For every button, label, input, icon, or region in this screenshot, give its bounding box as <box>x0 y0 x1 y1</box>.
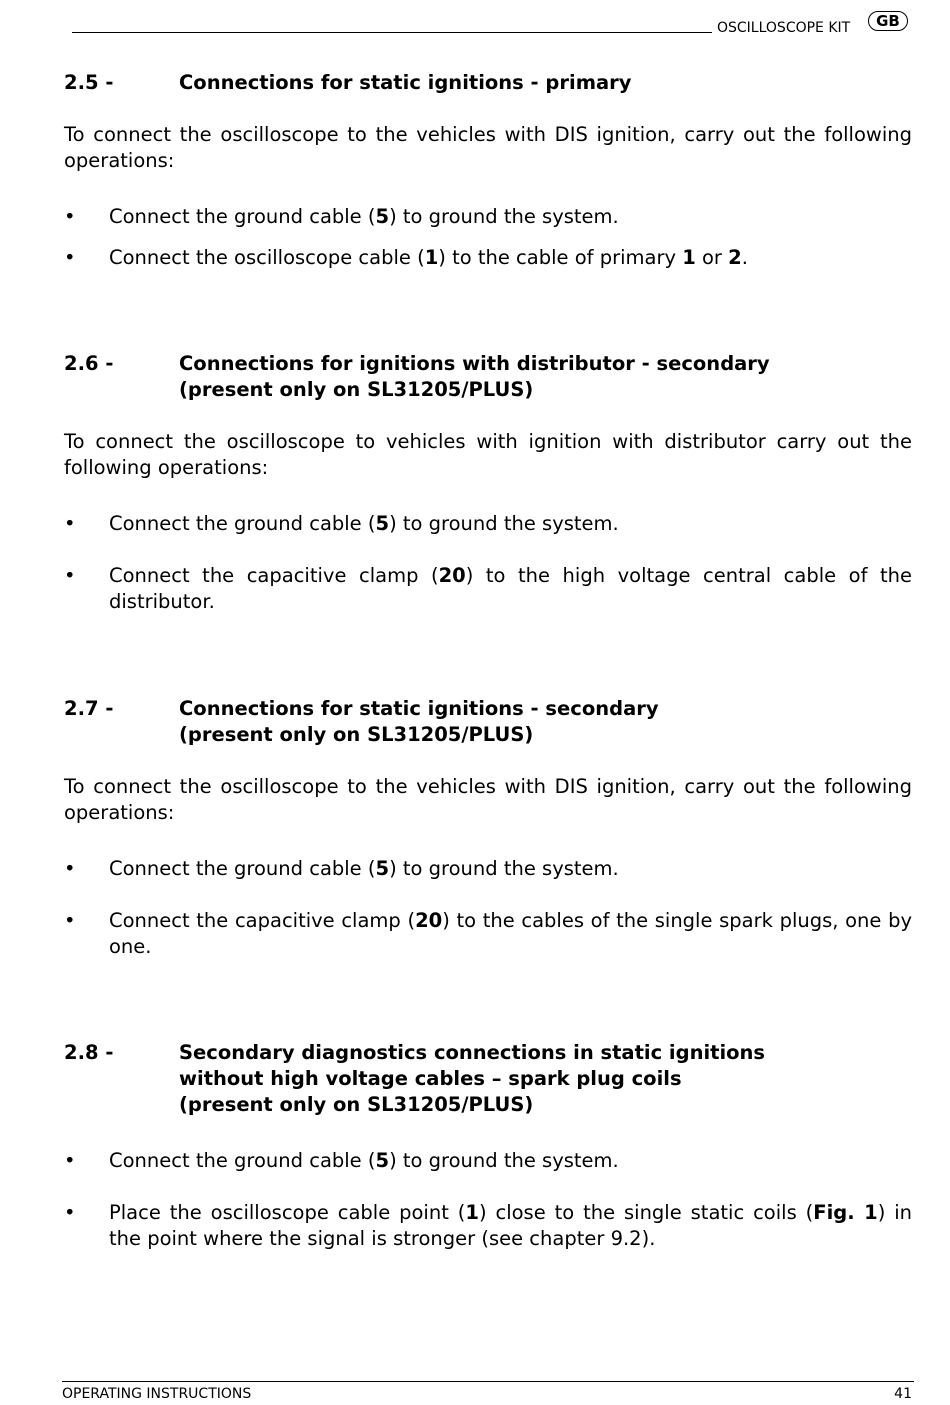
footer-title: OPERATING INSTRUCTIONS <box>62 1386 252 1402</box>
bullet-text: Connect the capacitive clamp ( <box>109 564 439 587</box>
bullet-text: Connect the capacitive clamp ( <box>109 909 416 932</box>
section-intro: To connect the oscilloscope to the vehicles with DIS ignition, carry out the following operations: <box>64 775 912 824</box>
bullet-text: ) to the high voltage central cable of the distributor. <box>109 564 913 613</box>
section-2-6 <box>64 351 912 615</box>
bullet-item <box>64 1148 912 1174</box>
section-2-7 <box>64 696 912 960</box>
section-2-8 <box>64 1040 912 1252</box>
bullet-text: ) to ground the system. <box>389 512 619 535</box>
section-title-line: without high voltage cables – spark plug coils <box>179 1067 682 1090</box>
section-title <box>179 696 912 748</box>
section-2-5 <box>64 70 912 271</box>
section-title <box>179 1040 912 1118</box>
section-title-line: (present only on SL31205/PLUS) <box>179 723 534 746</box>
bullet-text: Connect the oscilloscope cable ( <box>109 246 425 269</box>
section-heading <box>64 1040 912 1118</box>
bullet-icon <box>64 511 74 537</box>
bullet-text: or <box>695 246 729 269</box>
page-header <box>72 8 910 38</box>
bold-reference: 5 <box>375 857 390 880</box>
bullet-text: ) to ground the system. <box>389 1149 619 1172</box>
section-title-line: Connections for ignitions with distributor - secondary <box>179 352 770 375</box>
bullet-text: Connect the ground cable ( <box>109 512 376 535</box>
section-heading <box>64 696 912 748</box>
bold-reference: 20 <box>438 564 466 587</box>
section-number: 2.6 - <box>64 352 114 375</box>
bullet-text: ) to the cables of the single spark plugs, one by one. <box>109 909 912 958</box>
header-title: OSCILLOSCOPE KIT <box>717 20 851 36</box>
bullet-icon <box>64 908 74 934</box>
bullet-item <box>64 908 912 960</box>
bullet-text: Connect the ground cable ( <box>109 1149 376 1172</box>
section-title-line: Connections for static ignitions - primary <box>179 71 632 94</box>
bullet-text: Connect the ground cable ( <box>109 857 376 880</box>
bullet-item <box>64 856 912 882</box>
bullet-text: ) to ground the system. <box>389 857 619 880</box>
bullet-text: Place the oscilloscope cable point ( <box>109 1201 466 1224</box>
bullet-icon <box>64 1148 74 1174</box>
bullet-item <box>64 204 912 230</box>
section-title-line: (present only on SL31205/PLUS) <box>179 1093 534 1116</box>
bullet-item <box>64 511 912 537</box>
section-heading <box>64 70 912 96</box>
header-rule <box>72 32 712 33</box>
section-title-line: Connections for static ignitions - secondary <box>179 697 659 720</box>
section-number: 2.5 - <box>64 71 114 94</box>
section-intro: To connect the oscilloscope to vehicles with ignition with distributor carry out the following operations: <box>64 430 912 479</box>
bullet-text: ) to the cable of primary <box>438 246 683 269</box>
page-footer <box>62 1381 914 1402</box>
bullet-text: . <box>741 246 748 269</box>
bold-reference: 20 <box>415 909 443 932</box>
section-number: 2.7 - <box>64 697 114 720</box>
bullet-item <box>64 1200 912 1252</box>
bold-reference: 5 <box>375 1149 390 1172</box>
bold-reference: 1 <box>682 246 696 269</box>
bullet-icon <box>64 563 74 589</box>
bullet-icon <box>64 245 74 271</box>
section-number: 2.8 - <box>64 1041 114 1064</box>
bullet-text: ) in the point where the signal is stronger (see chapter 9.2). <box>109 1201 912 1250</box>
bold-reference: Fig. 1 <box>813 1201 878 1224</box>
bullet-icon <box>64 1200 74 1226</box>
bold-reference: 5 <box>375 512 390 535</box>
bold-reference: 1 <box>424 246 439 269</box>
bullet-icon <box>64 856 74 882</box>
page-number: 41 <box>894 1386 912 1402</box>
bullet-text: ) close to the single static coils ( <box>478 1201 814 1224</box>
bullet-item <box>64 563 912 615</box>
bold-reference: 1 <box>465 1201 479 1224</box>
bullet-text: Connect the ground cable ( <box>109 205 376 228</box>
bullet-text: ) to ground the system. <box>389 205 619 228</box>
bullet-item <box>64 245 912 271</box>
bullet-icon <box>64 204 74 230</box>
section-title-line: Secondary diagnostics connections in static ignitions <box>179 1041 766 1064</box>
bold-reference: 2 <box>728 246 742 269</box>
bold-reference: 5 <box>375 205 390 228</box>
section-title <box>179 70 912 96</box>
section-title <box>179 351 912 403</box>
section-intro: To connect the oscilloscope to the vehicles with DIS ignition, carry out the following operations: <box>64 123 912 172</box>
section-heading <box>64 351 912 403</box>
section-title-line: (present only on SL31205/PLUS) <box>179 378 534 401</box>
language-badge: GB <box>868 11 908 31</box>
